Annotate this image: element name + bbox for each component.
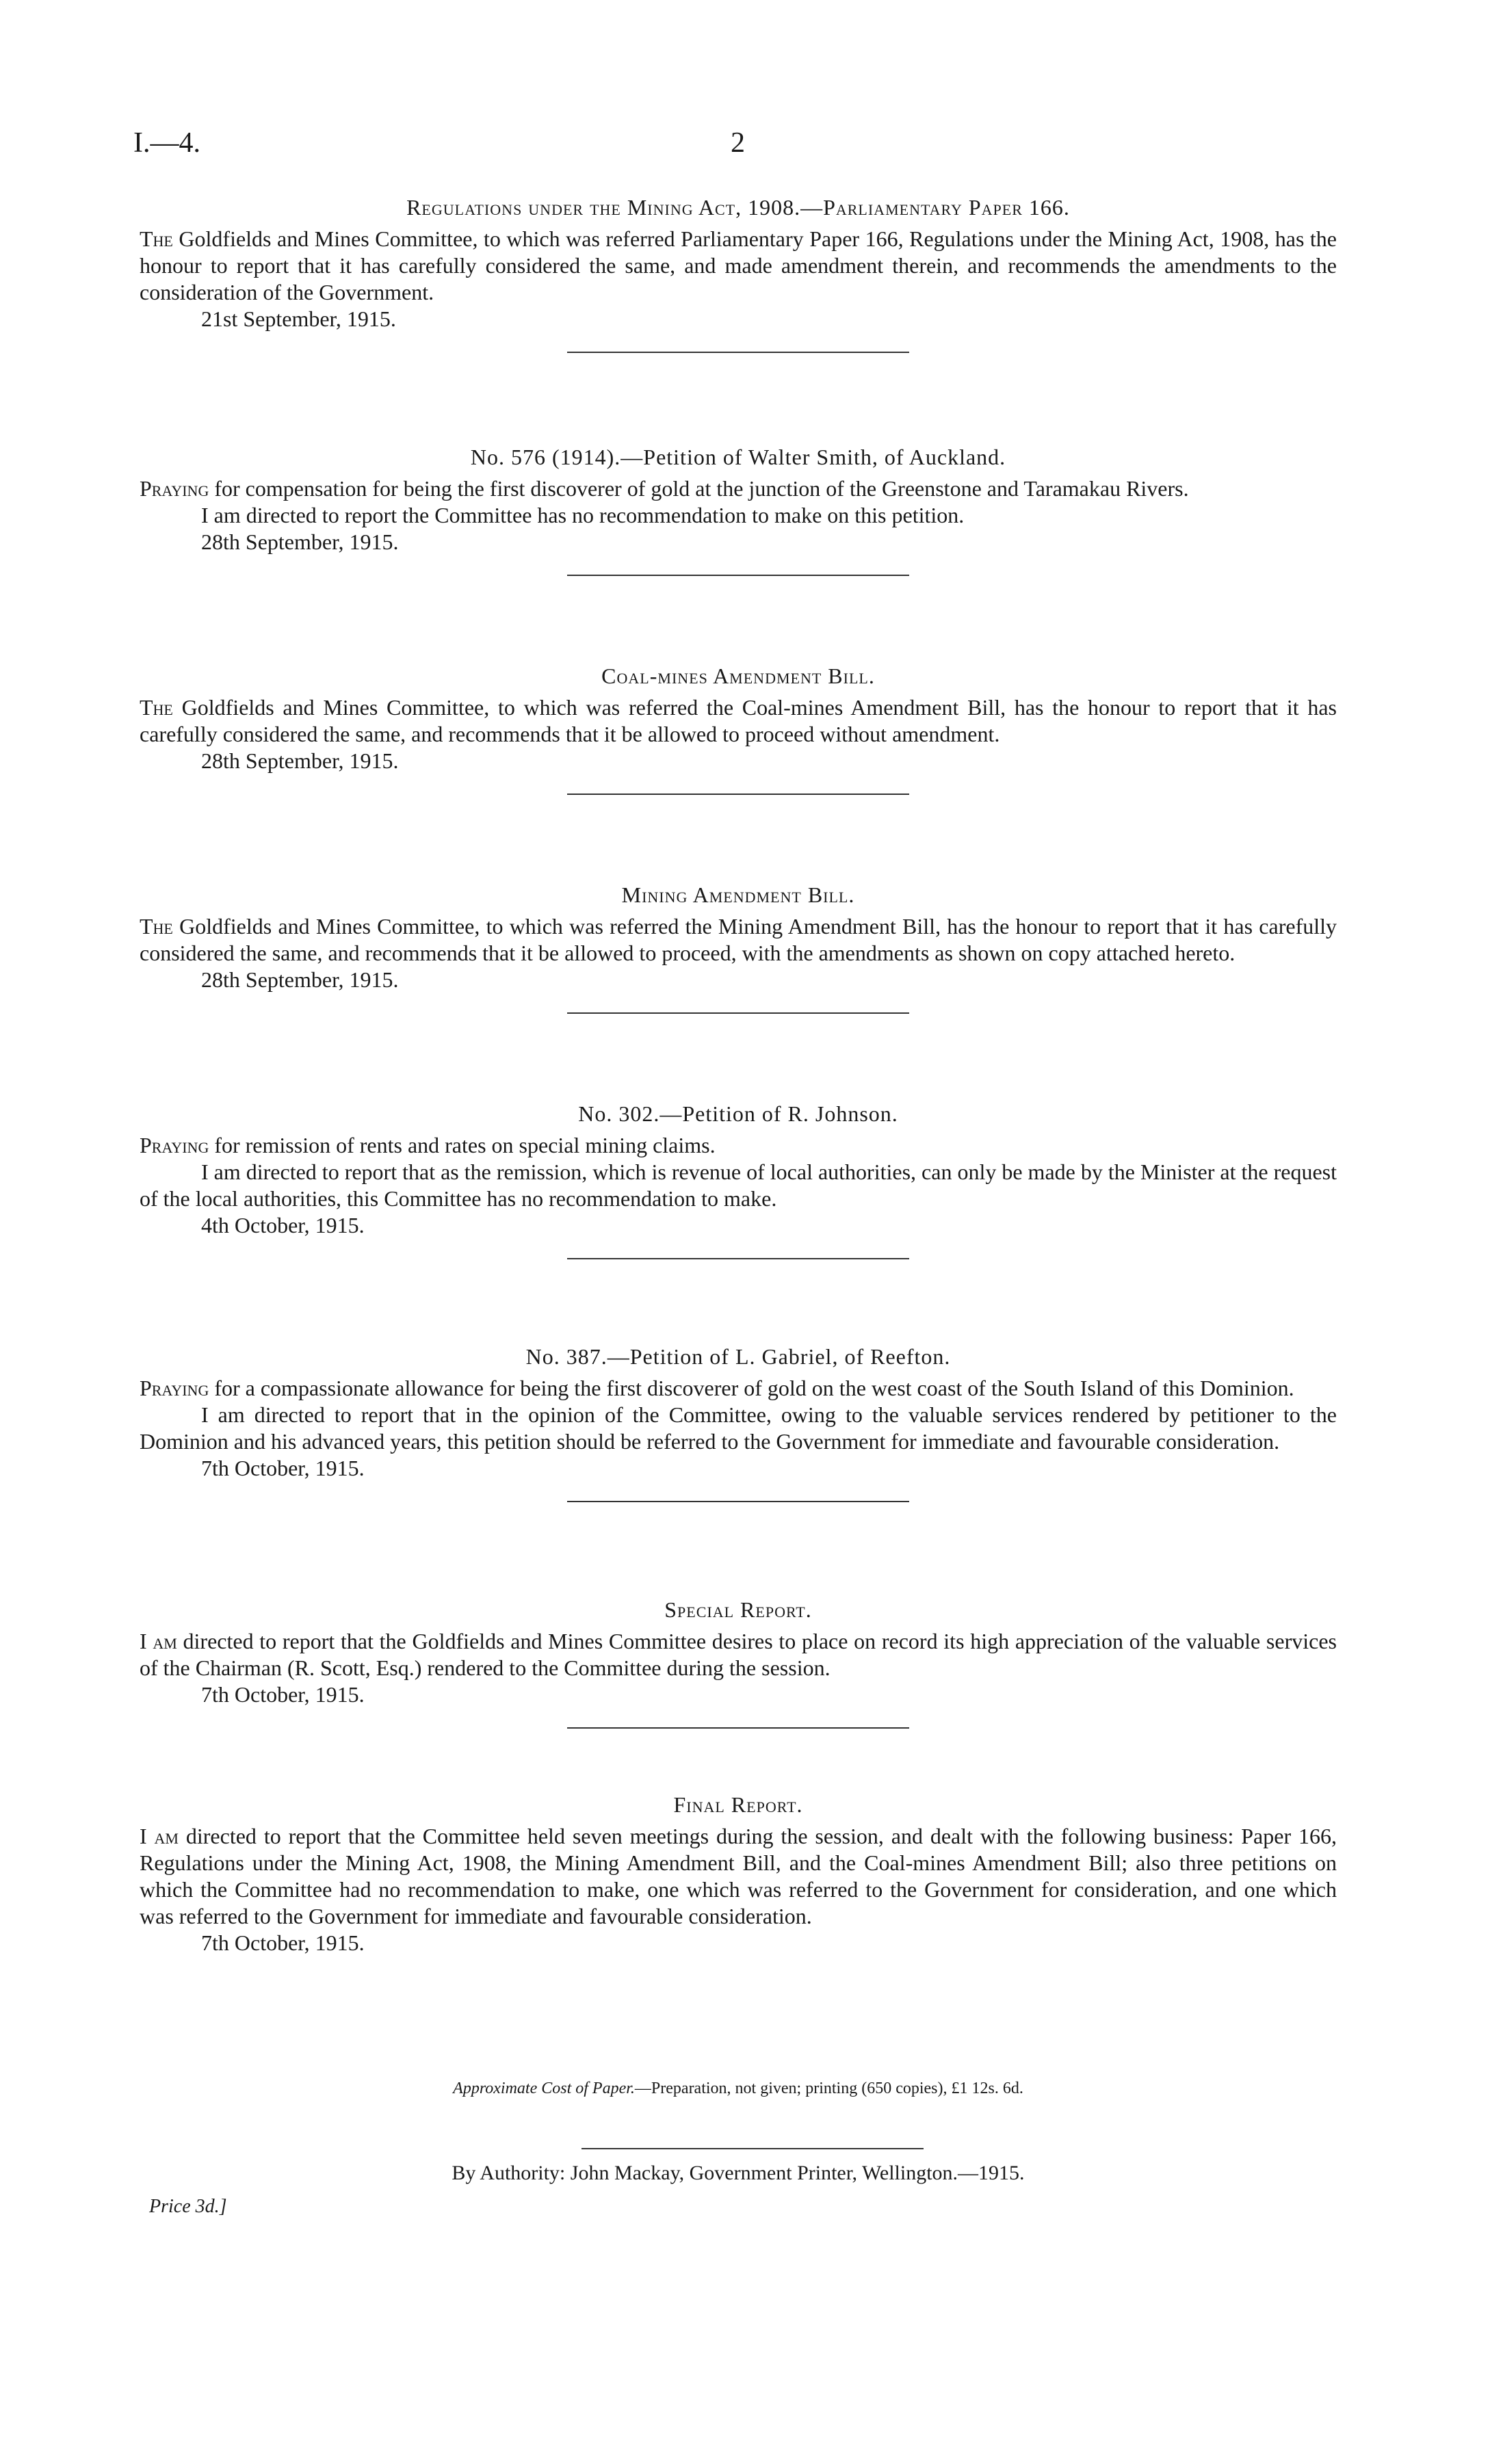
section-petition-302 (140, 1101, 1337, 1259)
section-heading: Mining Amendment Bill. (621, 882, 855, 907)
lead-word: Praying (140, 1133, 209, 1157)
section-heading: Final Report. (673, 1792, 803, 1817)
section-body: for remission of rents and rates on special mining claims. (214, 1133, 716, 1157)
price: Price 3d.] (149, 2196, 227, 2217)
section-body: Goldfields and Mines Committee, to which was referred the Coal-mines Amendment Bill, has the honour to report that it has carefully considered the same, and recommends that it be allowed to proceed without amendment. (140, 695, 1337, 746)
printer-authority: By Authority: John Mackay, Government Printer, Wellington.—1915. (452, 2162, 1025, 2184)
section-regulations (140, 195, 1337, 353)
section-date: 7th October, 1915. (201, 1930, 365, 1955)
divider (567, 1258, 909, 1259)
divider (567, 1727, 909, 1729)
section-body: directed to report that the Goldfields and Mines Committee desires to place on record its high appreciation of the valuable services of the Chairman (R. Scott, Esq.) rendered to the Committee during the session. (140, 1629, 1337, 1680)
section-date: 4th October, 1915. (201, 1213, 365, 1237)
lead-word: The (140, 226, 173, 251)
lead-word: I am (140, 1629, 177, 1653)
section-petition-387 (140, 1344, 1337, 1502)
lead-word: I am (140, 1824, 179, 1848)
section-body: for compensation for being the first discoverer of gold at the junction of the Greenstone and Taramakau Rivers. (214, 476, 1189, 501)
section-heading: No. 302.—Petition of R. Johnson. (578, 1101, 898, 1126)
section-date: 7th October, 1915. (201, 1682, 365, 1707)
cost-text: —Preparation, not given; printing (650 copies), £1 12s. 6d. (634, 2080, 1023, 2097)
section-special-report (140, 1597, 1337, 1729)
cost-label: Approximate Cost of Paper. (453, 2080, 635, 2097)
page-number: 2 (731, 127, 745, 159)
section-paragraph (140, 1823, 1337, 1930)
section-mining-bill (140, 882, 1337, 1014)
section-coal-mines-bill (140, 664, 1337, 795)
section-body: directed to report that the Committee held seven meetings during the session, and dealt with the following business: Paper 166, Regulations under the Mining Act, 1908, the Mining Amendment Bill, and the Coal-mines Amendment Bill; also three petitions on which the Committee had no recommendation to make, one which was referred to the Government for consideration, and one which was referred to the Government for immediate and favourable consideration. (140, 1824, 1337, 1928)
section-heading: No. 387.—Petition of L. Gabriel, of Reefton. (525, 1344, 951, 1369)
section-body-2: I am directed to report the Committee has no recommendation to make on this petition. (201, 503, 965, 527)
section-date: 21st September, 1915. (201, 306, 396, 331)
document-reference: I.—4. (133, 127, 200, 159)
section-date: 28th September, 1915. (201, 748, 399, 773)
section-body: Goldfields and Mines Committee, to which was referred Parliamentary Paper 166, Regulations under the Mining Act, 1908, has the honour to report that it has carefully considered the same, and made amendment therein, and recommends the amendments to the consideration of the Government. (140, 226, 1337, 304)
divider (567, 1012, 909, 1014)
lead-word: Praying (140, 1376, 209, 1400)
footer-divider (581, 2148, 924, 2149)
section-heading: Regulations under the Mining Act, 1908.—Parliamentary Paper 166. (406, 195, 1070, 220)
section-date: 28th September, 1915. (201, 529, 399, 554)
section-paragraph (140, 1628, 1337, 1681)
section-body-2: I am directed to report that as the remission, which is revenue of local authorities, can only be made by the Minister at the request of the local authorities, this Committee has no recommendation to make. (140, 1159, 1337, 1211)
divider (567, 794, 909, 795)
section-heading: Coal-mines Amendment Bill. (601, 664, 875, 688)
divider (567, 575, 909, 576)
section-petition-576 (140, 445, 1337, 576)
section-heading: Special Report. (664, 1597, 812, 1622)
section-body: Goldfields and Mines Committee, to which was referred the Mining Amendment Bill, has the honour to report that it has carefully considered the same, and recommends that it be allowed to proceed, with the amendments as shown on copy attached hereto. (140, 914, 1337, 965)
divider (567, 1501, 909, 1502)
section-final-report (140, 1792, 1337, 1956)
section-body: for a compassionate allowance for being the first discoverer of gold on the west coast of the South Island of this Dominion. (214, 1376, 1294, 1400)
lead-word: The (140, 695, 173, 720)
cost-of-paper (140, 2080, 1337, 2098)
section-date: 7th October, 1915. (201, 1456, 365, 1480)
section-date: 28th September, 1915. (201, 967, 399, 992)
section-heading: No. 576 (1914).—Petition of Walter Smith, of Auckland. (470, 445, 1006, 469)
lead-word: Praying (140, 476, 209, 501)
lead-word: The (140, 914, 173, 939)
section-body-2: I am directed to report that in the opinion of the Committee, owing to the valuable services rendered by petitioner to the Dominion and his advanced years, this petition should be referred to the Government for immediate and favourable consideration. (140, 1402, 1337, 1454)
divider (567, 352, 909, 353)
